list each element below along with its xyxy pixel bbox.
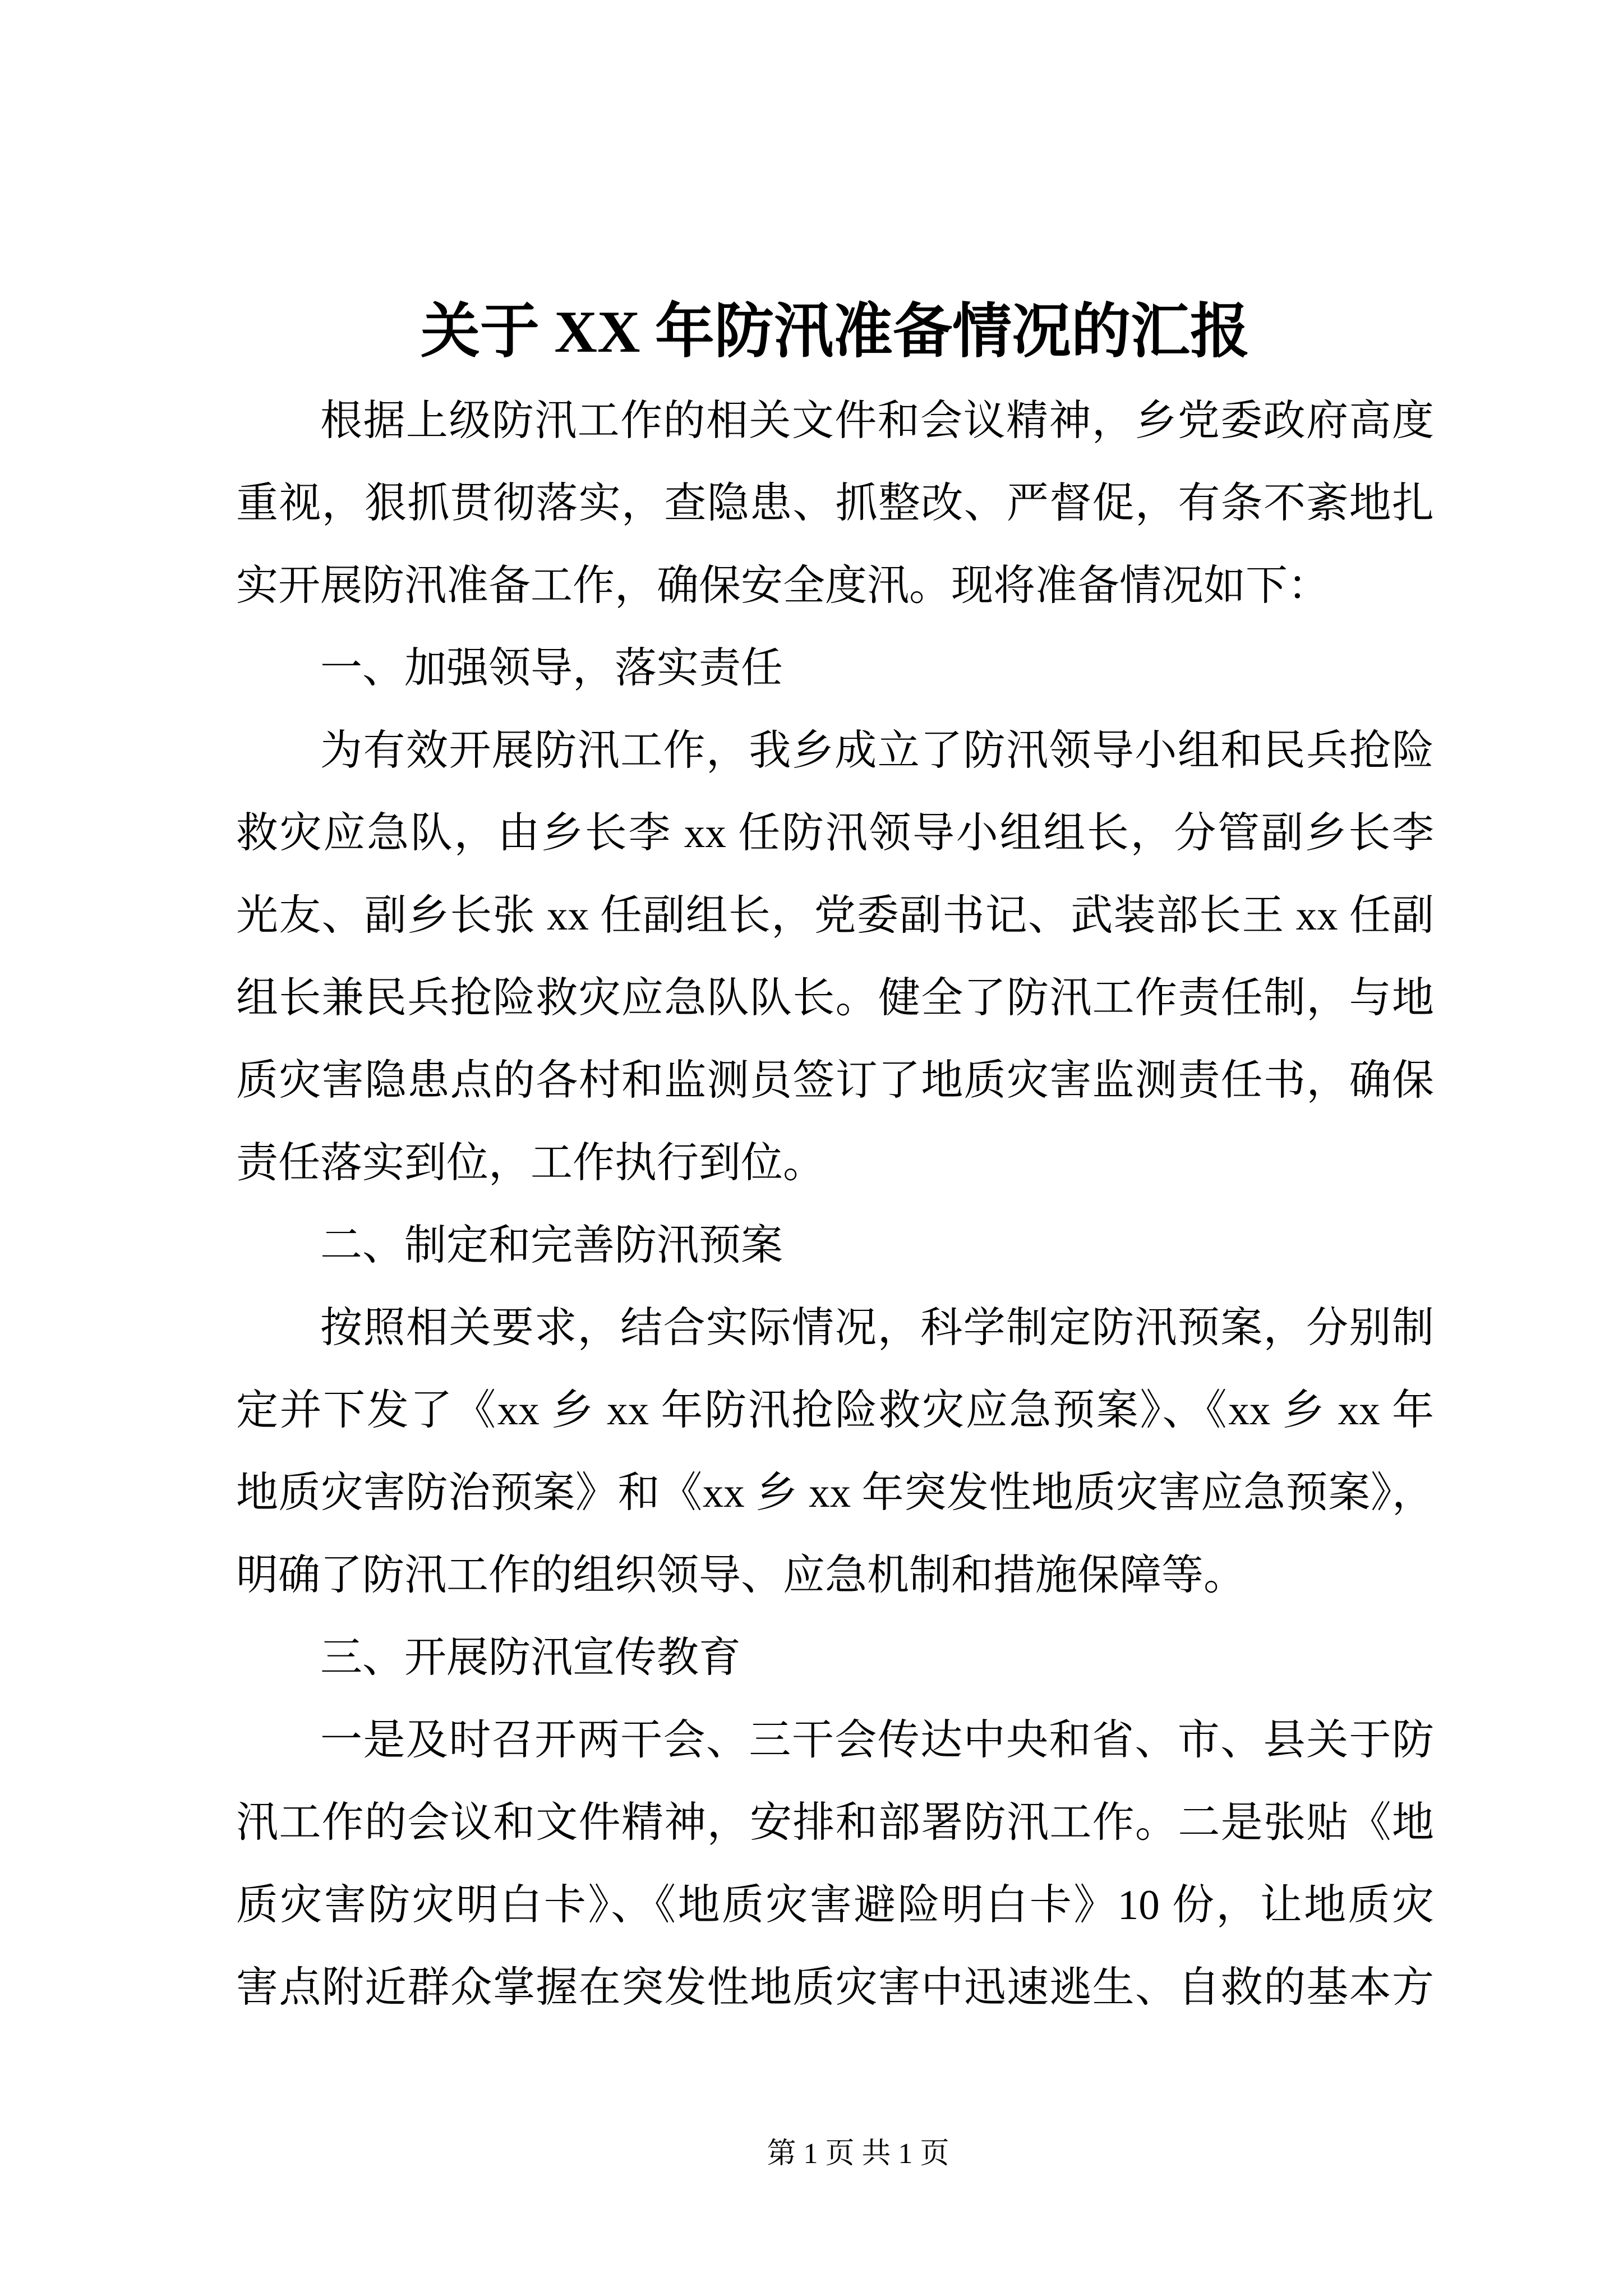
paragraph-line: 明确了防汛工作的组织领导、应急机制和措施保障等。 [236, 1552, 1246, 1599]
paragraph-line: 光友、副乡长张 xx 任副组长，党委副书记、武装部长王 xx 任副 [236, 892, 1434, 939]
paragraph-line: 救灾应急队，由乡长李 xx 任防汛领导小组组长，分管副乡长李 [236, 810, 1434, 857]
section-2 [236, 1204, 1434, 1617]
page-number: 第 1 页 共 1 页 [767, 2138, 949, 2170]
paragraph-line: 实开展防汛准备工作，确保安全度汛。现将准备情况如下： [236, 563, 1330, 609]
paragraph-line: 汛工作的会议和文件精神，安排和部署防汛工作。二是张贴《地 [236, 1800, 1434, 1846]
paragraph-line: 质灾害防灾明白卡》、《地质灾害避险明白卡》10 份，让地质灾 [236, 1882, 1434, 1929]
document-title: 关于 XX 年防汛准备情况的汇报 [420, 299, 1250, 365]
paragraph-line: 组长兼民兵抢险救灾应急队队长。健全了防汛工作责任制，与地 [236, 975, 1434, 1022]
paragraph-line: 地质灾害防治预案》和《xx 乡 xx 年突发性地质灾害应急预案》， [236, 1470, 1434, 1516]
section-3 [236, 1617, 1434, 2029]
section-heading: 三、开展防汛宣传教育 [320, 1635, 741, 1681]
document-body [236, 284, 1434, 2029]
paragraph-line: 按照相关要求，结合实际情况，科学制定防汛预案，分别制 [320, 1305, 1434, 1351]
section-1 [236, 627, 1434, 1204]
paragraph-line: 为有效开展防汛工作，我乡成立了防汛领导小组和民兵抢险 [320, 728, 1434, 774]
paragraph-line: 重视，狠抓贯彻落实，查隐患、抓整改、严督促，有条不紊地扎 [236, 480, 1434, 527]
paragraph-line: 责任落实到位，工作执行到位。 [236, 1140, 826, 1186]
intro-paragraph [236, 380, 1434, 627]
paragraph-line: 一是及时召开两干会、三干会传达中央和省、市、县关于防 [320, 1717, 1434, 1764]
paragraph-line: 质灾害隐患点的各村和监测员签订了地质灾害监测责任书，确保 [236, 1057, 1434, 1104]
section-heading: 二、制定和完善防汛预案 [320, 1222, 783, 1269]
paragraph-line: 定并下发了《xx 乡 xx 年防汛抢险救灾应急预案》、《xx 乡 xx 年 [236, 1387, 1434, 1434]
paragraph-line: 害点附近群众掌握在突发性地质灾害中迅速逃生、自救的基本方 [236, 1964, 1434, 2011]
paragraph-line: 根据上级防汛工作的相关文件和会议精神，乡党委政府高度 [320, 398, 1434, 444]
section-heading: 一、加强领导，落实责任 [320, 645, 783, 692]
